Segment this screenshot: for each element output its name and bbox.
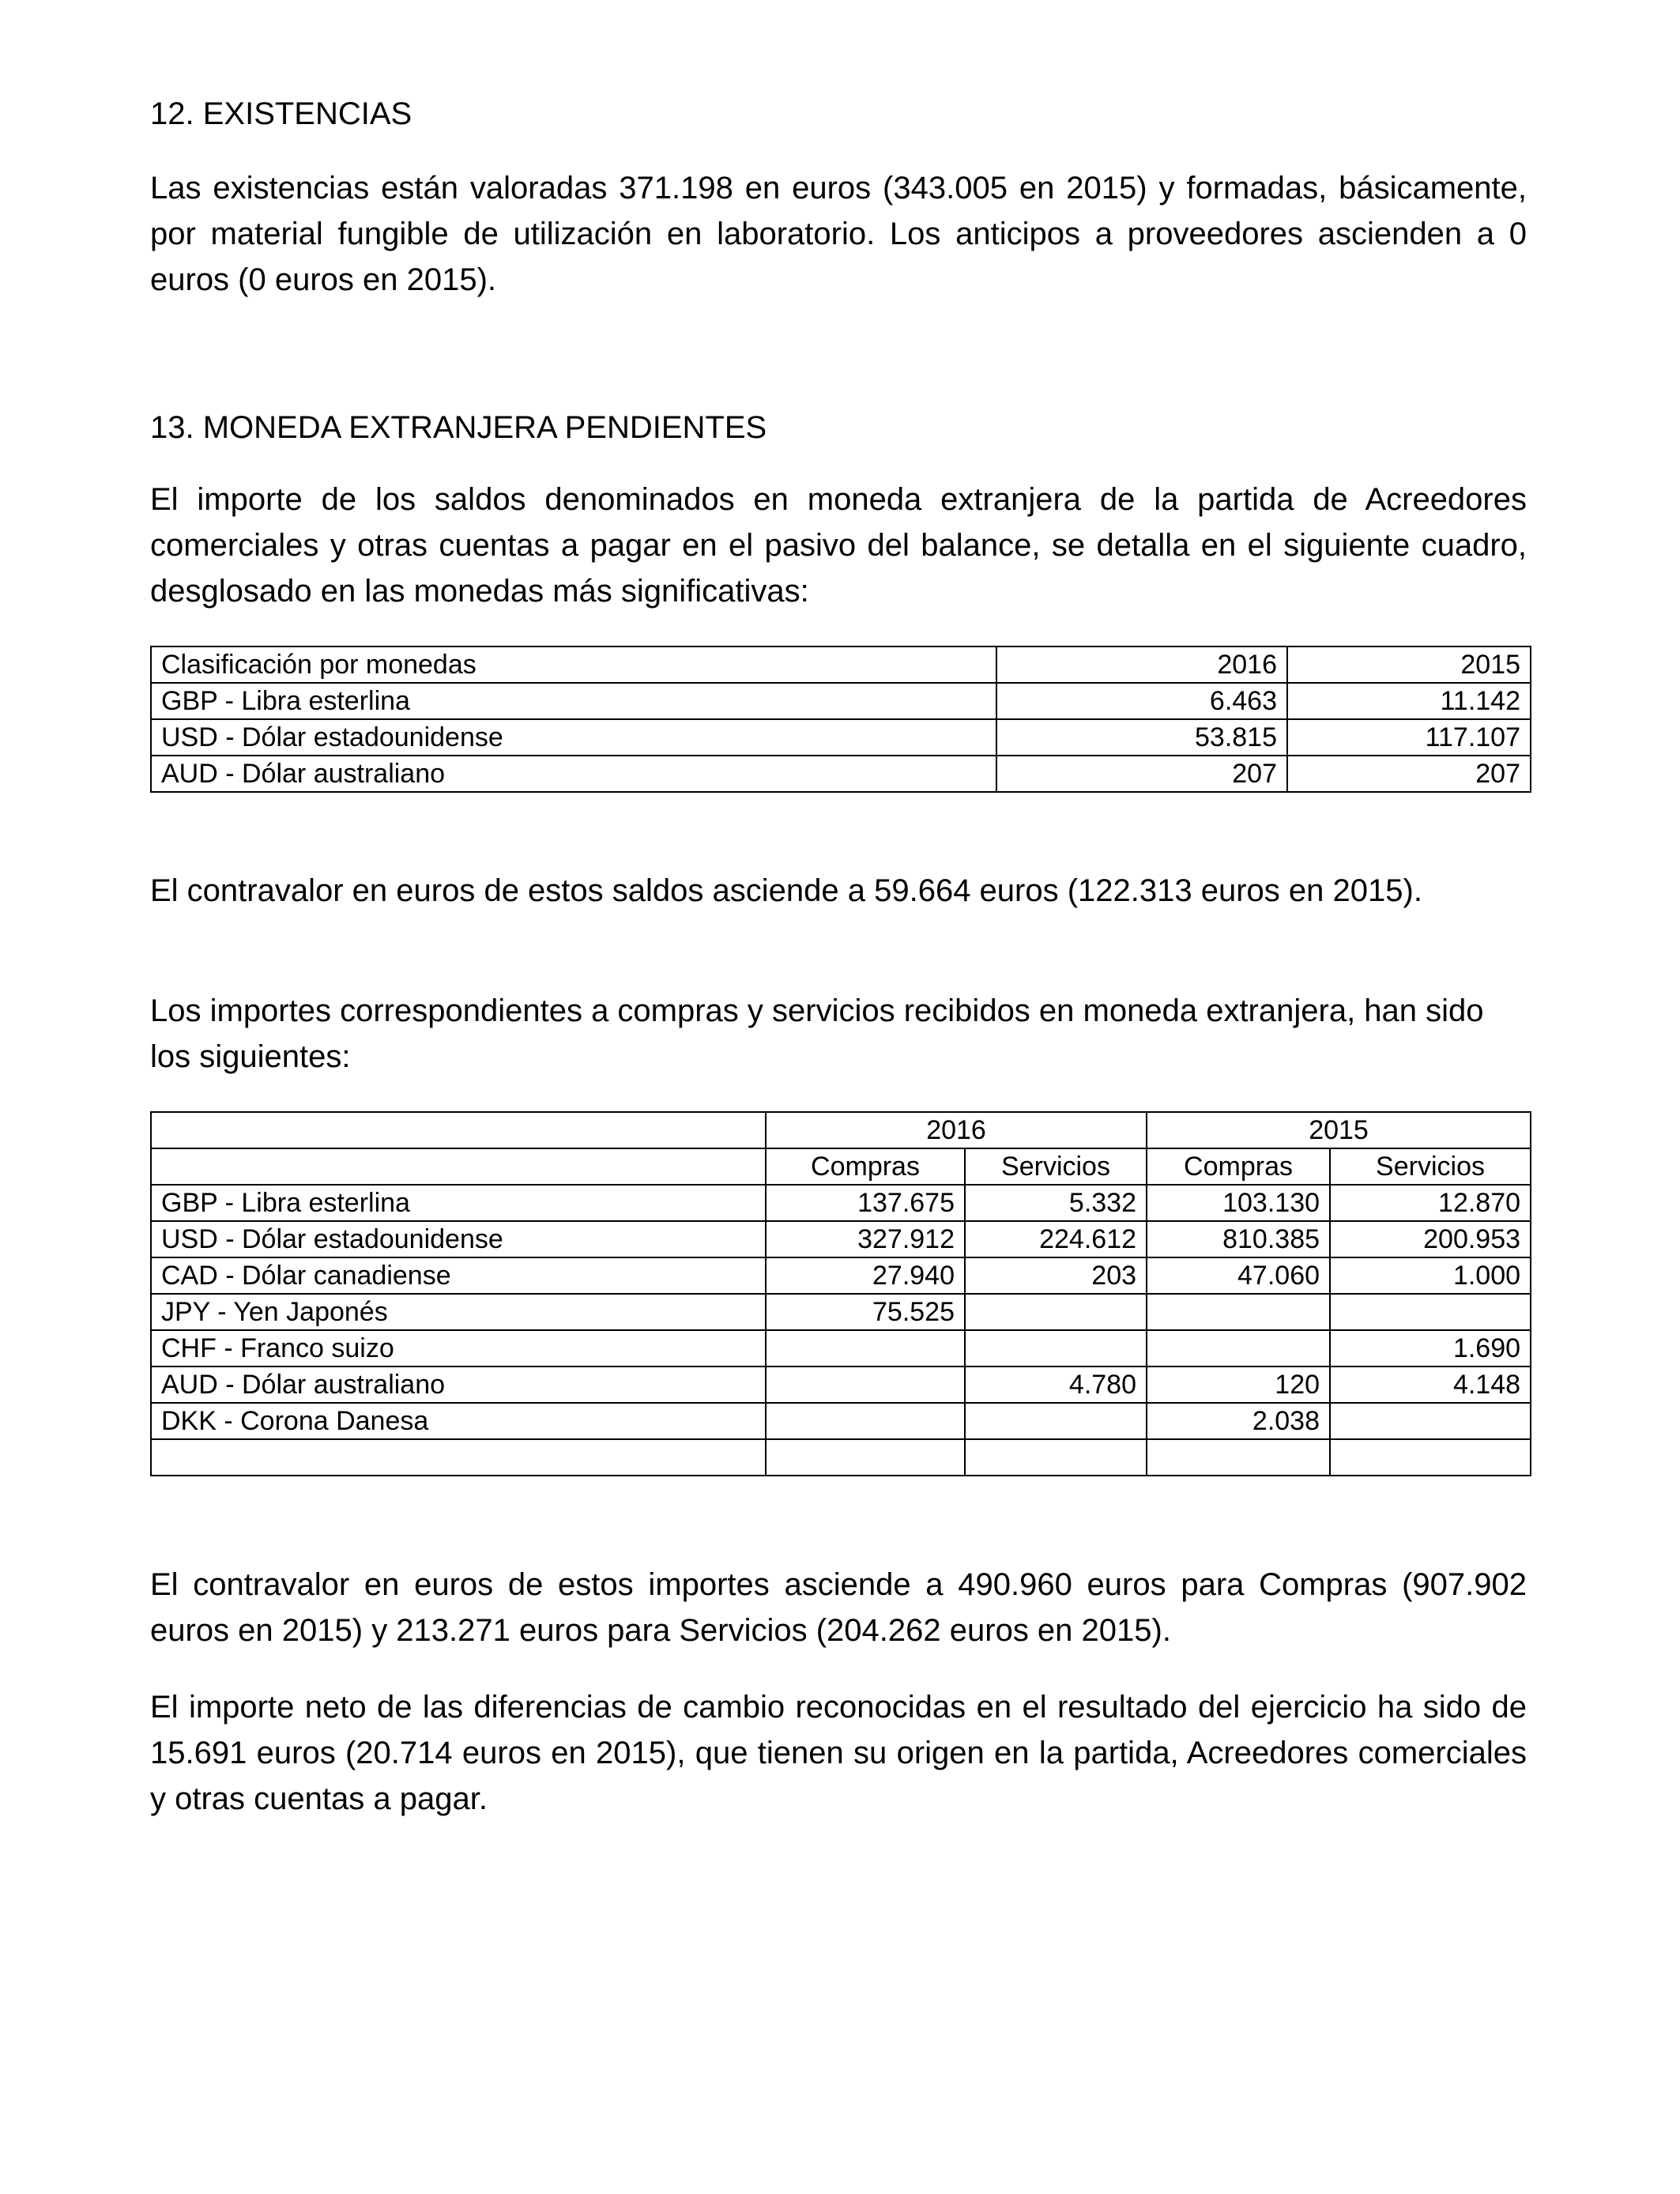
header-servicios-2016: Servicios xyxy=(965,1148,1147,1185)
header-2015: 2015 xyxy=(1287,647,1531,683)
compras-2015 xyxy=(1147,1439,1330,1476)
currency-label: AUD - Dólar australiano xyxy=(151,756,996,792)
servicios-2016 xyxy=(965,1439,1147,1476)
table-header-row xyxy=(151,647,1531,683)
header-compras-2015: Compras xyxy=(1147,1148,1330,1185)
servicios-2015: 4.148 xyxy=(1330,1367,1531,1403)
compras-2016 xyxy=(766,1367,965,1403)
year-header-row xyxy=(151,1112,1531,1148)
compras-2016: 27.940 xyxy=(766,1257,965,1294)
table-row xyxy=(151,1367,1531,1403)
servicios-2015 xyxy=(1330,1294,1531,1330)
servicios-2015 xyxy=(1330,1439,1531,1476)
table-row xyxy=(151,1257,1531,1294)
header-2016: 2016 xyxy=(996,647,1287,683)
compras-2015 xyxy=(1147,1330,1330,1367)
section-12-paragraph: Las existencias están valoradas 371.198 en euros (343.005 en 2015) y formadas, básicamente, por material fungible de utilización en laboratorio. Los anticipos a proveedores ascienden a 0 euros (0 euros en 2015). xyxy=(150,171,1527,297)
table-row xyxy=(151,1294,1531,1330)
compras-2015: 47.060 xyxy=(1147,1257,1330,1294)
servicios-2016 xyxy=(965,1294,1147,1330)
table-row xyxy=(151,1185,1531,1221)
servicios-2016: 5.332 xyxy=(965,1185,1147,1221)
servicios-2016: 203 xyxy=(965,1257,1147,1294)
servicios-2015: 200.953 xyxy=(1330,1221,1531,1257)
table-row xyxy=(151,1403,1531,1439)
header-compras-2016: Compras xyxy=(766,1148,965,1185)
table-row xyxy=(151,683,1531,719)
table-row-empty xyxy=(151,1439,1531,1476)
currency-label: AUD - Dólar australiano xyxy=(151,1367,766,1403)
currency-label: GBP - Libra esterlina xyxy=(151,683,996,719)
diferencias-cambio: El importe neto de las diferencias de cambio reconocidas en el resultado del ejercicio ha sido de 15.691 euros (20.714 euros en 2015), que tienen su origen en la partida, Acreedores comerciales y otras cuentas a pagar. xyxy=(150,1690,1527,1816)
servicios-2016: 224.612 xyxy=(965,1221,1147,1257)
value-2016: 53.815 xyxy=(996,719,1287,756)
header-servicios-2015: Servicios xyxy=(1330,1148,1531,1185)
balances-table xyxy=(150,646,1531,793)
compras-2015 xyxy=(1147,1294,1330,1330)
compras-2016: 137.675 xyxy=(766,1185,965,1221)
servicios-2016 xyxy=(965,1330,1147,1367)
compras-2015: 810.385 xyxy=(1147,1221,1330,1257)
compras-2015: 103.130 xyxy=(1147,1185,1330,1221)
compras-2016: 75.525 xyxy=(766,1294,965,1330)
value-2015: 11.142 xyxy=(1287,683,1531,719)
compras-2016: 327.912 xyxy=(766,1221,965,1257)
empty-header-cell xyxy=(151,1112,766,1148)
currency-label: DKK - Corona Danesa xyxy=(151,1403,766,1439)
purchases-services-table xyxy=(150,1111,1531,1476)
servicios-2015 xyxy=(1330,1403,1531,1439)
header-year-2015: 2015 xyxy=(1147,1112,1531,1148)
header-clasificacion: Clasificación por monedas xyxy=(151,647,996,683)
currency-label: CAD - Dólar canadiense xyxy=(151,1257,766,1294)
currency-label xyxy=(151,1439,766,1476)
compras-2016 xyxy=(766,1403,965,1439)
compras-2015: 120 xyxy=(1147,1367,1330,1403)
section-13-intro-2: Los importes correspondientes a compras y servicios recibidos en moneda extranjera, han sido los siguientes: xyxy=(150,993,1484,1074)
contravalor-saldos: El contravalor en euros de estos saldos asciende a 59.664 euros (122.313 euros en 2015). xyxy=(150,873,1422,908)
servicios-2016: 4.780 xyxy=(965,1367,1147,1403)
contravalor-importes: El contravalor en euros de estos importes asciende a 490.960 euros para Compras (907.902 euros en 2015) y 213.271 euros para Servicios (204.262 euros en 2015). xyxy=(150,1567,1527,1648)
currency-label: USD - Dólar estadounidense xyxy=(151,719,996,756)
empty-header-cell xyxy=(151,1148,766,1185)
compras-2016 xyxy=(766,1330,965,1367)
value-2015: 207 xyxy=(1287,756,1531,792)
section-13-intro: El importe de los saldos denominados en moneda extranjera de la partida de Acreedores comerciales y otras cuentas a pagar en el pasivo del balance, se detalla en el siguiente cuadro, desglosado en las monedas más significativas: xyxy=(150,482,1527,609)
currency-label: GBP - Libra esterlina xyxy=(151,1185,766,1221)
header-year-2016: 2016 xyxy=(766,1112,1147,1148)
currency-label: CHF - Franco suizo xyxy=(151,1330,766,1367)
table-row xyxy=(151,756,1531,792)
table-row xyxy=(151,719,1531,756)
value-2016: 6.463 xyxy=(996,683,1287,719)
section-13-title: 13. MONEDA EXTRANJERA PENDIENTES xyxy=(150,410,767,445)
value-2015: 117.107 xyxy=(1287,719,1531,756)
servicios-2015: 12.870 xyxy=(1330,1185,1531,1221)
servicios-2015: 1.690 xyxy=(1330,1330,1531,1367)
subheader-row xyxy=(151,1148,1531,1185)
compras-2015: 2.038 xyxy=(1147,1403,1330,1439)
currency-label: JPY - Yen Japonés xyxy=(151,1294,766,1330)
section-12-title: 12. EXISTENCIAS xyxy=(150,96,412,131)
servicios-2016 xyxy=(965,1403,1147,1439)
compras-2016 xyxy=(766,1439,965,1476)
table-row xyxy=(151,1330,1531,1367)
currency-label: USD - Dólar estadounidense xyxy=(151,1221,766,1257)
table-row xyxy=(151,1221,1531,1257)
servicios-2015: 1.000 xyxy=(1330,1257,1531,1294)
value-2016: 207 xyxy=(996,756,1287,792)
